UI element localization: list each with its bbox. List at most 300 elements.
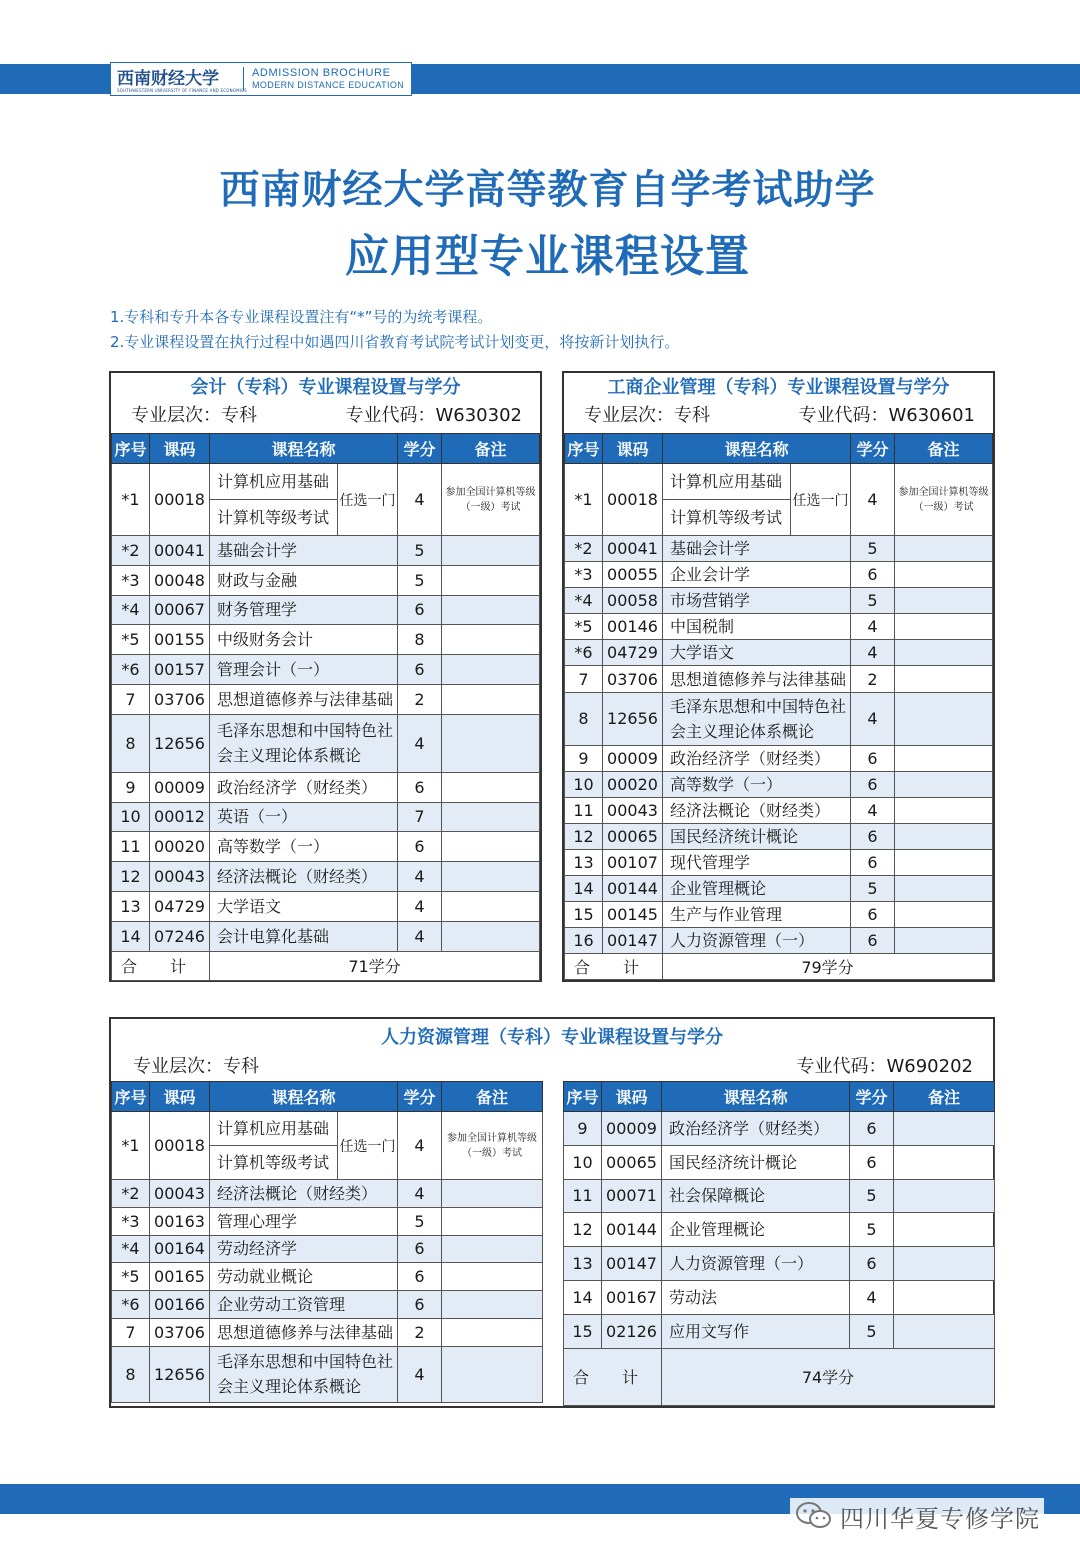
cell-code: 00167 <box>602 1280 662 1314</box>
col-no: 序号 <box>112 434 150 464</box>
cell-note <box>442 565 540 595</box>
col-code: 课码 <box>150 1082 210 1112</box>
cell-note <box>442 1346 543 1402</box>
col-code: 课码 <box>602 1082 662 1112</box>
cell-credit: 6 <box>850 1112 894 1146</box>
cell-note <box>442 1318 543 1346</box>
total-row <box>564 1348 995 1405</box>
course-rows <box>565 536 993 954</box>
cell-credit: 2 <box>398 1318 442 1346</box>
cell-no: 11 <box>112 832 150 862</box>
table-row <box>565 692 993 745</box>
cell-note <box>895 823 993 849</box>
hr-left-half <box>111 1081 543 1403</box>
cell-note <box>895 562 993 588</box>
table-header <box>112 1082 543 1112</box>
cell-no: *2 <box>565 536 603 562</box>
course-table-business <box>564 433 993 980</box>
cell-no: 13 <box>112 891 150 921</box>
cell-choose: 任选一门 <box>338 464 398 536</box>
cell-name: 会计电算化基础 <box>210 921 398 951</box>
cell-name: 政治经济学（财经类） <box>210 772 398 802</box>
cell-name: 毛泽东思想和中国特色社会主义理论体系概论 <box>210 1346 398 1402</box>
table-row <box>112 536 540 566</box>
cell-code: 00146 <box>603 614 663 640</box>
logo-english-name: SOUTHWESTERN UNIVERSITY OF FINANCE AND ECONOMICS <box>117 88 247 93</box>
table-row <box>112 832 540 862</box>
cell-choose: 任选一门 <box>791 464 851 536</box>
cell-credit: 4 <box>850 1280 894 1314</box>
col-name: 课程名称 <box>662 1082 850 1112</box>
table-row <box>112 1346 543 1402</box>
cell-credit: 6 <box>398 1291 442 1319</box>
cell-credit: 4 <box>398 714 442 772</box>
cell-no: *5 <box>565 614 603 640</box>
col-credit: 学分 <box>851 434 895 464</box>
col-name: 课程名称 <box>210 1082 398 1112</box>
table-row <box>112 1207 543 1235</box>
cell-name: 大学语文 <box>210 891 398 921</box>
cell-code: 00164 <box>150 1235 210 1263</box>
cell-credit: 2 <box>398 684 442 714</box>
cell-note <box>442 1263 543 1291</box>
major-level: 专业层次：专科 <box>131 405 257 426</box>
cell-name: 生产与作业管理 <box>663 902 851 928</box>
cell-code: 00055 <box>603 562 663 588</box>
cell-name: 劳动就业概论 <box>210 1263 398 1291</box>
panel-hr-meta <box>111 1053 993 1081</box>
cell-no: 8 <box>112 1346 150 1402</box>
major-code: 专业代码：W630601 <box>798 405 975 426</box>
cell-credit: 4 <box>851 614 895 640</box>
cell-credit: 4 <box>851 797 895 823</box>
col-credit: 学分 <box>398 1082 442 1112</box>
cell-code: 07246 <box>150 921 210 951</box>
cell-no: 10 <box>565 771 603 797</box>
cell-name: 计算机应用基础 <box>663 464 791 500</box>
cell-code: 00048 <box>150 565 210 595</box>
panel-hr <box>109 1017 995 1408</box>
panel-accounting-title: 会计（专科）专业课程设置与学分 <box>190 377 461 398</box>
cell-credit: 6 <box>398 1235 442 1263</box>
total-credits: 79学分 <box>663 954 993 980</box>
panel-accounting <box>109 371 542 982</box>
panel-hr-title: 人力资源管理（专科）专业课程设置与学分 <box>381 1027 723 1048</box>
cell-code: 03706 <box>150 1318 210 1346</box>
col-code: 课码 <box>150 434 210 464</box>
cell-no: *1 <box>112 464 150 536</box>
cell-code: 12656 <box>150 1346 210 1402</box>
cell-no: 12 <box>112 862 150 892</box>
cell-code: 12656 <box>150 714 210 772</box>
cell-code: 00065 <box>602 1145 662 1179</box>
cell-no: 10 <box>564 1145 602 1179</box>
cell-no: *2 <box>112 536 150 566</box>
cell-note <box>894 1247 995 1281</box>
total-credits: 71学分 <box>210 951 540 980</box>
table-row <box>112 714 540 772</box>
cell-no: 9 <box>565 745 603 771</box>
cell-no: 16 <box>565 928 603 954</box>
cell-no: *3 <box>112 565 150 595</box>
cell-credit: 6 <box>398 655 442 685</box>
cell-name: 思想道德修养与法律基础 <box>663 666 851 692</box>
cell-name: 财务管理学 <box>210 595 398 625</box>
table-row <box>112 1263 543 1291</box>
panel-business <box>562 371 995 982</box>
cell-code: 00071 <box>602 1179 662 1213</box>
cell-code: 00018 <box>603 464 663 536</box>
cell-code: 00147 <box>602 1247 662 1281</box>
brochure-line-1: ADMISSION BROCHURE <box>252 67 391 79</box>
cell-note <box>895 614 993 640</box>
cell-no: 8 <box>112 714 150 772</box>
cell-code: 00009 <box>603 745 663 771</box>
cell-note <box>895 666 993 692</box>
col-no: 序号 <box>564 1082 602 1112</box>
cell-name: 经济法概论（财经类） <box>210 862 398 892</box>
col-name: 课程名称 <box>663 434 851 464</box>
cell-code: 00041 <box>603 536 663 562</box>
cell-note: 参加全国计算机等级（一级）考试 <box>442 464 540 536</box>
table-row <box>112 595 540 625</box>
course-rows <box>112 536 540 952</box>
cell-name: 政治经济学（财经类） <box>663 745 851 771</box>
cell-no: *4 <box>112 1235 150 1263</box>
cell-note <box>442 802 540 832</box>
cell-code: 00009 <box>150 772 210 802</box>
cell-credit: 4 <box>398 464 442 536</box>
cell-credit: 6 <box>851 902 895 928</box>
cell-name: 高等数学（一） <box>210 832 398 862</box>
col-no: 序号 <box>112 1082 150 1112</box>
cell-name: 社会保障概论 <box>662 1179 850 1213</box>
cell-code: 00058 <box>603 588 663 614</box>
cell-code: 00065 <box>603 823 663 849</box>
major-level: 专业层次：专科 <box>133 1056 259 1077</box>
cell-code: 00067 <box>150 595 210 625</box>
cell-note <box>895 692 993 745</box>
cell-no: *5 <box>112 625 150 655</box>
cell-name: 毛泽东思想和中国特色社会主义理论体系概论 <box>210 714 398 772</box>
cell-note <box>442 921 540 951</box>
cell-no: *2 <box>112 1180 150 1208</box>
cell-name: 高等数学（一） <box>663 771 851 797</box>
course-table-hr-left <box>111 1081 543 1403</box>
cell-credit: 4 <box>398 1180 442 1208</box>
table-row <box>565 464 993 500</box>
footer-watermark <box>790 1498 1044 1534</box>
major-code: 专业代码：W630302 <box>345 405 522 426</box>
cell-name: 中国税制 <box>663 614 851 640</box>
table-row <box>565 640 993 666</box>
cell-note <box>442 891 540 921</box>
cell-name: 劳动法 <box>662 1280 850 1314</box>
table-row <box>112 655 540 685</box>
cell-no: 10 <box>112 802 150 832</box>
cell-credit: 6 <box>851 823 895 849</box>
cell-code: 00144 <box>603 876 663 902</box>
table-row <box>112 891 540 921</box>
cell-name: 计算机等级考试 <box>210 500 338 536</box>
table-row <box>565 536 993 562</box>
cell-note <box>442 595 540 625</box>
cell-credit: 4 <box>851 464 895 536</box>
cell-no: 7 <box>112 684 150 714</box>
table-row <box>112 1318 543 1346</box>
table-row <box>565 876 993 902</box>
cell-note <box>894 1280 995 1314</box>
cell-name: 企业会计学 <box>663 562 851 588</box>
cell-credit: 6 <box>851 928 895 954</box>
cell-name: 劳动经济学 <box>210 1235 398 1263</box>
course-table-accounting <box>111 433 540 981</box>
cell-no: 13 <box>564 1247 602 1281</box>
cell-no: 7 <box>112 1318 150 1346</box>
university-logo <box>110 62 412 96</box>
total-label: 合 计 <box>565 954 663 980</box>
cell-name: 财政与金融 <box>210 565 398 595</box>
cell-credit: 6 <box>851 849 895 875</box>
panel-business-meta <box>564 401 993 433</box>
cell-credit: 5 <box>398 565 442 595</box>
cell-code: 00155 <box>150 625 210 655</box>
cell-code: 00018 <box>150 1112 210 1180</box>
cell-no: 9 <box>564 1112 602 1146</box>
cell-note <box>895 536 993 562</box>
notes <box>110 305 679 355</box>
cell-credit: 6 <box>851 745 895 771</box>
table-row <box>112 772 540 802</box>
cell-name: 计算机应用基础 <box>210 1112 338 1146</box>
table-row <box>112 625 540 655</box>
cell-no: 13 <box>565 849 603 875</box>
col-credit: 学分 <box>398 434 442 464</box>
cell-note <box>442 832 540 862</box>
table-row <box>565 745 993 771</box>
cell-name: 经济法概论（财经类） <box>663 797 851 823</box>
table-row <box>564 1280 995 1314</box>
wechat-icon <box>794 1501 834 1531</box>
cell-note <box>895 771 993 797</box>
cell-credit: 4 <box>398 1346 442 1402</box>
cell-code: 00163 <box>150 1207 210 1235</box>
cell-note <box>442 536 540 566</box>
cell-name: 管理会计（一） <box>210 655 398 685</box>
cell-code: 02126 <box>602 1314 662 1348</box>
cell-no: 11 <box>564 1179 602 1213</box>
cell-name: 计算机等级考试 <box>210 1146 338 1180</box>
footer-brand: 四川华夏专修学院 <box>840 1504 1040 1533</box>
cell-name: 英语（一） <box>210 802 398 832</box>
cell-note <box>895 849 993 875</box>
brochure-label <box>252 67 404 91</box>
col-note: 备注 <box>895 434 993 464</box>
cell-no: *4 <box>565 588 603 614</box>
cell-credit: 4 <box>851 692 895 745</box>
cell-credit: 6 <box>398 832 442 862</box>
cell-name: 计算机等级考试 <box>663 500 791 536</box>
cell-credit: 5 <box>850 1213 894 1247</box>
cell-name: 国民经济统计概论 <box>663 823 851 849</box>
cell-code: 00107 <box>603 849 663 875</box>
cell-note <box>895 902 993 928</box>
brochure-line-2: MODERN DISTANCE EDUCATION <box>252 80 405 90</box>
table-row <box>565 823 993 849</box>
cell-no: 14 <box>112 921 150 951</box>
cell-credit: 5 <box>851 536 895 562</box>
cell-note <box>895 876 993 902</box>
cell-name: 思想道德修养与法律基础 <box>210 1318 398 1346</box>
major-code: 专业代码：W690202 <box>796 1056 973 1077</box>
cell-credit: 5 <box>850 1179 894 1213</box>
table-row <box>565 928 993 954</box>
table-header <box>564 1082 995 1112</box>
cell-name: 人力资源管理（一） <box>663 928 851 954</box>
cell-code: 00020 <box>150 832 210 862</box>
table-row <box>112 1112 543 1146</box>
cell-credit: 7 <box>398 802 442 832</box>
cell-note <box>442 1235 543 1263</box>
cell-note <box>442 772 540 802</box>
table-row <box>565 588 993 614</box>
cell-code: 04729 <box>603 640 663 666</box>
cell-code: 00043 <box>150 1180 210 1208</box>
cell-no: *3 <box>112 1207 150 1235</box>
table-row <box>565 902 993 928</box>
cell-no: 12 <box>564 1213 602 1247</box>
course-table-hr-right <box>563 1081 995 1406</box>
cell-no: *6 <box>112 655 150 685</box>
table-row <box>565 562 993 588</box>
cell-credit: 5 <box>398 1207 442 1235</box>
cell-note <box>442 862 540 892</box>
cell-code: 00043 <box>150 862 210 892</box>
cell-no: *1 <box>565 464 603 536</box>
cell-note <box>442 684 540 714</box>
total-label: 合 计 <box>112 951 210 980</box>
cell-credit: 6 <box>851 562 895 588</box>
cell-code: 04729 <box>150 891 210 921</box>
cell-name: 企业管理概论 <box>663 876 851 902</box>
cell-name: 现代管理学 <box>663 849 851 875</box>
cell-note <box>442 655 540 685</box>
cell-credit: 4 <box>851 640 895 666</box>
table-row <box>112 921 540 951</box>
cell-choose: 任选一门 <box>338 1112 398 1180</box>
cell-credit: 6 <box>850 1145 894 1179</box>
col-note: 备注 <box>894 1082 995 1112</box>
cell-note <box>894 1112 995 1146</box>
cell-credit: 6 <box>850 1247 894 1281</box>
cell-name: 政治经济学（财经类） <box>662 1112 850 1146</box>
col-credit: 学分 <box>850 1082 894 1112</box>
cell-credit: 5 <box>398 536 442 566</box>
cell-code: 00147 <box>603 928 663 954</box>
table-row <box>112 862 540 892</box>
course-rows <box>564 1112 995 1349</box>
cell-note <box>895 745 993 771</box>
cell-code: 00043 <box>603 797 663 823</box>
cell-credit: 4 <box>398 862 442 892</box>
col-code: 课码 <box>603 434 663 464</box>
cell-credit: 8 <box>398 625 442 655</box>
cell-no: 12 <box>565 823 603 849</box>
cell-credit: 6 <box>398 595 442 625</box>
note-1: 1.专科和专升本各专业课程设置注有“*”号的为统考课程。 <box>110 308 493 326</box>
table-header <box>565 434 993 464</box>
cell-credit: 2 <box>851 666 895 692</box>
cell-code: 00009 <box>602 1112 662 1146</box>
page-subtitle: 应用型专业课程设置 <box>345 231 750 282</box>
table-row <box>112 684 540 714</box>
table-row <box>564 1112 995 1146</box>
cell-code: 12656 <box>603 692 663 745</box>
col-no: 序号 <box>565 434 603 464</box>
cell-no: 15 <box>564 1314 602 1348</box>
table-header <box>112 434 540 464</box>
total-label: 合 计 <box>564 1348 662 1405</box>
table-row <box>565 849 993 875</box>
cell-code: 03706 <box>150 684 210 714</box>
table-row <box>565 771 993 797</box>
cell-credit: 5 <box>851 588 895 614</box>
cell-no: *4 <box>112 595 150 625</box>
table-row <box>112 802 540 832</box>
cell-credit: 4 <box>398 921 442 951</box>
cell-name: 基础会计学 <box>663 536 851 562</box>
cell-note <box>895 928 993 954</box>
table-row <box>565 614 993 640</box>
cell-code: 03706 <box>603 666 663 692</box>
cell-credit: 5 <box>850 1314 894 1348</box>
cell-name: 毛泽东思想和中国特色社会主义理论体系概论 <box>663 692 851 745</box>
cell-code: 00041 <box>150 536 210 566</box>
cell-name: 经济法概论（财经类） <box>210 1180 398 1208</box>
cell-name: 企业劳动工资管理 <box>210 1291 398 1319</box>
cell-no: 11 <box>565 797 603 823</box>
cell-no: 14 <box>564 1280 602 1314</box>
total-row <box>112 951 540 980</box>
cell-no: *3 <box>565 562 603 588</box>
cell-no: 15 <box>565 902 603 928</box>
cell-name: 大学语文 <box>663 640 851 666</box>
cell-note <box>894 1145 995 1179</box>
major-level: 专业层次：专科 <box>584 405 710 426</box>
table-row <box>564 1179 995 1213</box>
cell-note: 参加全国计算机等级（一级）考试 <box>895 464 993 536</box>
col-note: 备注 <box>442 1082 543 1112</box>
cell-no: 14 <box>565 876 603 902</box>
cell-note <box>442 625 540 655</box>
cell-note: 参加全国计算机等级（一级）考试 <box>442 1112 543 1180</box>
cell-note <box>895 588 993 614</box>
cell-credit: 4 <box>398 891 442 921</box>
hr-right-half <box>563 1081 995 1406</box>
cell-no: 9 <box>112 772 150 802</box>
panel-business-title: 工商企业管理（专科）专业课程设置与学分 <box>607 377 950 398</box>
cell-no: *6 <box>112 1291 150 1319</box>
table-row <box>564 1314 995 1348</box>
cell-note <box>894 1314 995 1348</box>
cell-note <box>442 1180 543 1208</box>
cell-name: 中级财务会计 <box>210 625 398 655</box>
cell-code: 00166 <box>150 1291 210 1319</box>
table-row <box>564 1213 995 1247</box>
cell-credit: 6 <box>851 771 895 797</box>
cell-name: 国民经济统计概论 <box>662 1145 850 1179</box>
cell-no: *5 <box>112 1263 150 1291</box>
